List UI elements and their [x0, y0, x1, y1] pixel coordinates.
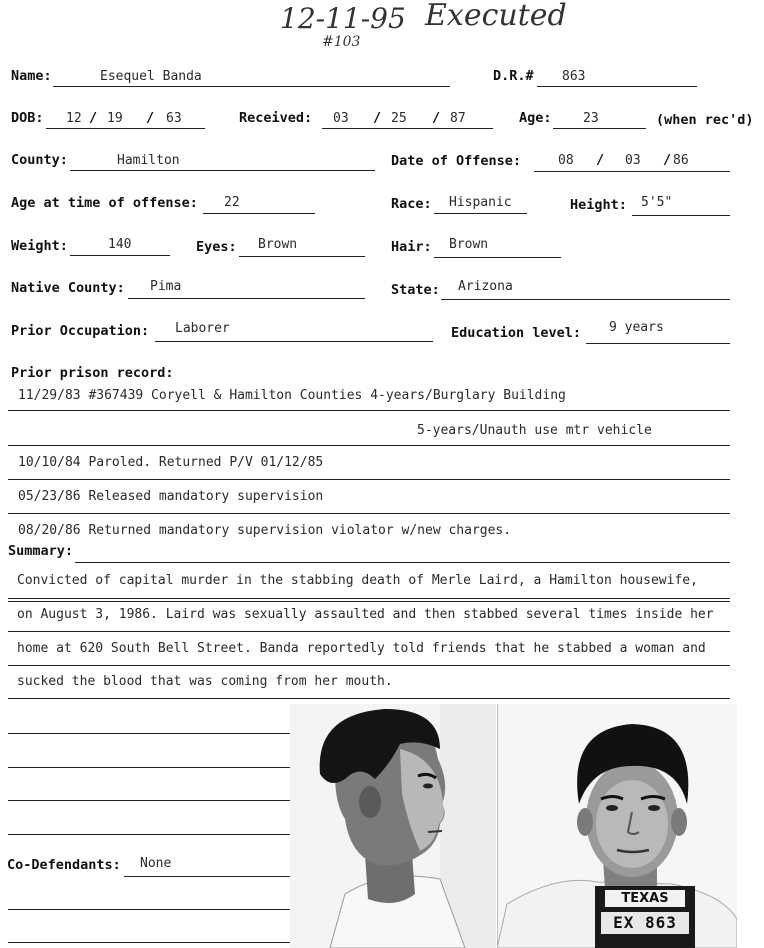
handwritten-date: 12-11-95 — [280, 2, 406, 35]
record-rule-1 — [8, 410, 730, 411]
weight-value: 140 — [108, 237, 132, 252]
dob-slash-1: / — [89, 110, 98, 126]
summary-line-3: home at 620 South Bell Street. Banda reportedly told friends that he stabbed a woman and — [17, 641, 706, 656]
eyes-value: Brown — [258, 237, 298, 252]
dr-label: D.R.# — [493, 68, 534, 84]
hair-line — [434, 257, 561, 258]
prior-record-line-2: 5-years/Unauth use mtr vehicle — [417, 423, 652, 438]
dr-line — [537, 86, 697, 87]
summary-line-1: Convicted of capital murder in the stabbing death of Merle Laird, a Hamilton housewife, — [17, 573, 698, 588]
county-line — [70, 170, 375, 171]
offense-year: 86 — [673, 153, 689, 168]
offense-slash-2: / — [663, 152, 672, 168]
race-line — [434, 213, 527, 214]
education-line — [586, 343, 730, 344]
race-value: Hispanic — [449, 195, 512, 210]
offense-month: 08 — [558, 153, 574, 168]
placard-board — [595, 886, 695, 948]
prior-record-label: Prior prison record: — [11, 365, 174, 381]
dob-label: DOB: — [11, 110, 44, 126]
offense-line — [534, 171, 730, 172]
height-value: 5'5" — [641, 195, 673, 210]
name-line — [53, 86, 450, 87]
summary-line-4: sucked the blood that was coming from her mouth. — [17, 674, 393, 689]
state-value: Arizona — [458, 279, 513, 294]
age-value: 23 — [583, 111, 599, 126]
prior-record-line-3: 10/10/84 Paroled. Returned P/V 01/12/85 — [18, 455, 324, 470]
record-rule-4 — [8, 513, 730, 514]
height-line — [632, 215, 730, 216]
summary-rule-1 — [8, 598, 730, 599]
education-value: 9 years — [609, 320, 664, 335]
summary-rule-0 — [75, 562, 730, 563]
name-label: Name: — [11, 68, 52, 84]
placard-number: EX 863 — [601, 912, 689, 934]
eyes-label: Eyes: — [196, 239, 237, 255]
offense-day: 03 — [625, 153, 641, 168]
offense-slash-1: / — [596, 152, 605, 168]
co-defendants-value: None — [140, 856, 172, 871]
weight-label: Weight: — [11, 238, 68, 254]
summary-rule-1b — [8, 601, 730, 602]
dr-value: 863 — [562, 69, 586, 84]
blank-rule-6 — [8, 942, 290, 943]
age-offense-value: 22 — [224, 195, 240, 210]
received-line — [322, 128, 493, 129]
profile-portrait-drawing — [290, 704, 496, 948]
mugshot-profile-photo — [290, 704, 496, 948]
prior-record-line-1: 11/29/83 #367439 Coryell & Hamilton Counties 4-years/Burglary Building — [18, 388, 566, 403]
summary-rule-2 — [8, 631, 730, 632]
co-defendants-label: Co-Defendants: — [7, 857, 121, 873]
dob-slash-2: / — [146, 110, 155, 126]
received-label: Received: — [239, 110, 313, 126]
received-day: 25 — [391, 111, 407, 126]
blank-rule-5 — [8, 909, 290, 910]
record-rule-3 — [8, 479, 730, 480]
handwritten-status: Executed — [425, 0, 567, 33]
state-label: State: — [391, 282, 440, 298]
prior-occupation-line — [155, 341, 433, 342]
date-offense-label: Date of Offense: — [391, 153, 522, 169]
age-line — [553, 128, 646, 129]
blank-rule-2 — [8, 767, 290, 768]
when-recd-label: (when rec'd) — [656, 112, 754, 128]
weight-line — [70, 255, 170, 256]
blank-rule-4 — [8, 834, 290, 835]
dob-month: 12 — [66, 111, 82, 126]
received-slash-1: / — [373, 110, 382, 126]
native-county-label: Native County: — [11, 280, 125, 296]
handwritten-number: #103 — [322, 34, 361, 50]
county-label: County: — [11, 152, 68, 168]
age-offense-line — [203, 213, 315, 214]
native-county-line — [128, 298, 365, 299]
prior-record-line-4: 05/23/86 Released mandatory supervision — [18, 489, 324, 504]
height-label: Height: — [570, 197, 627, 213]
summary-line-2: on August 3, 1986. Laird was sexually assaulted and then stabbed several times inside her — [17, 607, 714, 622]
name-value: Esequel Banda — [100, 69, 202, 84]
race-label: Race: — [391, 196, 432, 212]
summary-rule-3 — [8, 665, 730, 666]
hair-label: Hair: — [391, 239, 432, 255]
age-label: Age: — [519, 110, 552, 126]
received-month: 03 — [333, 111, 349, 126]
received-year: 87 — [450, 111, 466, 126]
county-value: Hamilton — [117, 153, 180, 168]
prior-record-line-5: 08/20/86 Returned mandatory supervision violator w/new charges. — [18, 523, 512, 538]
co-defendants-line — [124, 876, 290, 877]
state-line — [441, 299, 730, 300]
age-offense-label: Age at time of offense: — [11, 195, 198, 211]
prior-occupation-value: Laborer — [175, 321, 230, 336]
hair-value: Brown — [449, 237, 489, 252]
mugshot-front-photo — [497, 704, 737, 948]
record-rule-2 — [8, 445, 730, 446]
summary-label: Summary: — [8, 543, 74, 559]
education-label: Education level: — [451, 325, 582, 341]
received-slash-2: / — [432, 110, 441, 126]
summary-rule-4 — [8, 698, 730, 699]
eyes-line — [239, 256, 365, 257]
dob-day: 19 — [107, 111, 123, 126]
dob-year: 63 — [166, 111, 182, 126]
placard-state: TEXAS — [605, 890, 685, 907]
dob-line — [46, 128, 205, 129]
blank-rule-3 — [8, 800, 290, 801]
prior-occupation-label: Prior Occupation: — [11, 323, 150, 339]
blank-rule-1 — [8, 733, 290, 734]
native-county-value: Pima — [150, 279, 182, 294]
